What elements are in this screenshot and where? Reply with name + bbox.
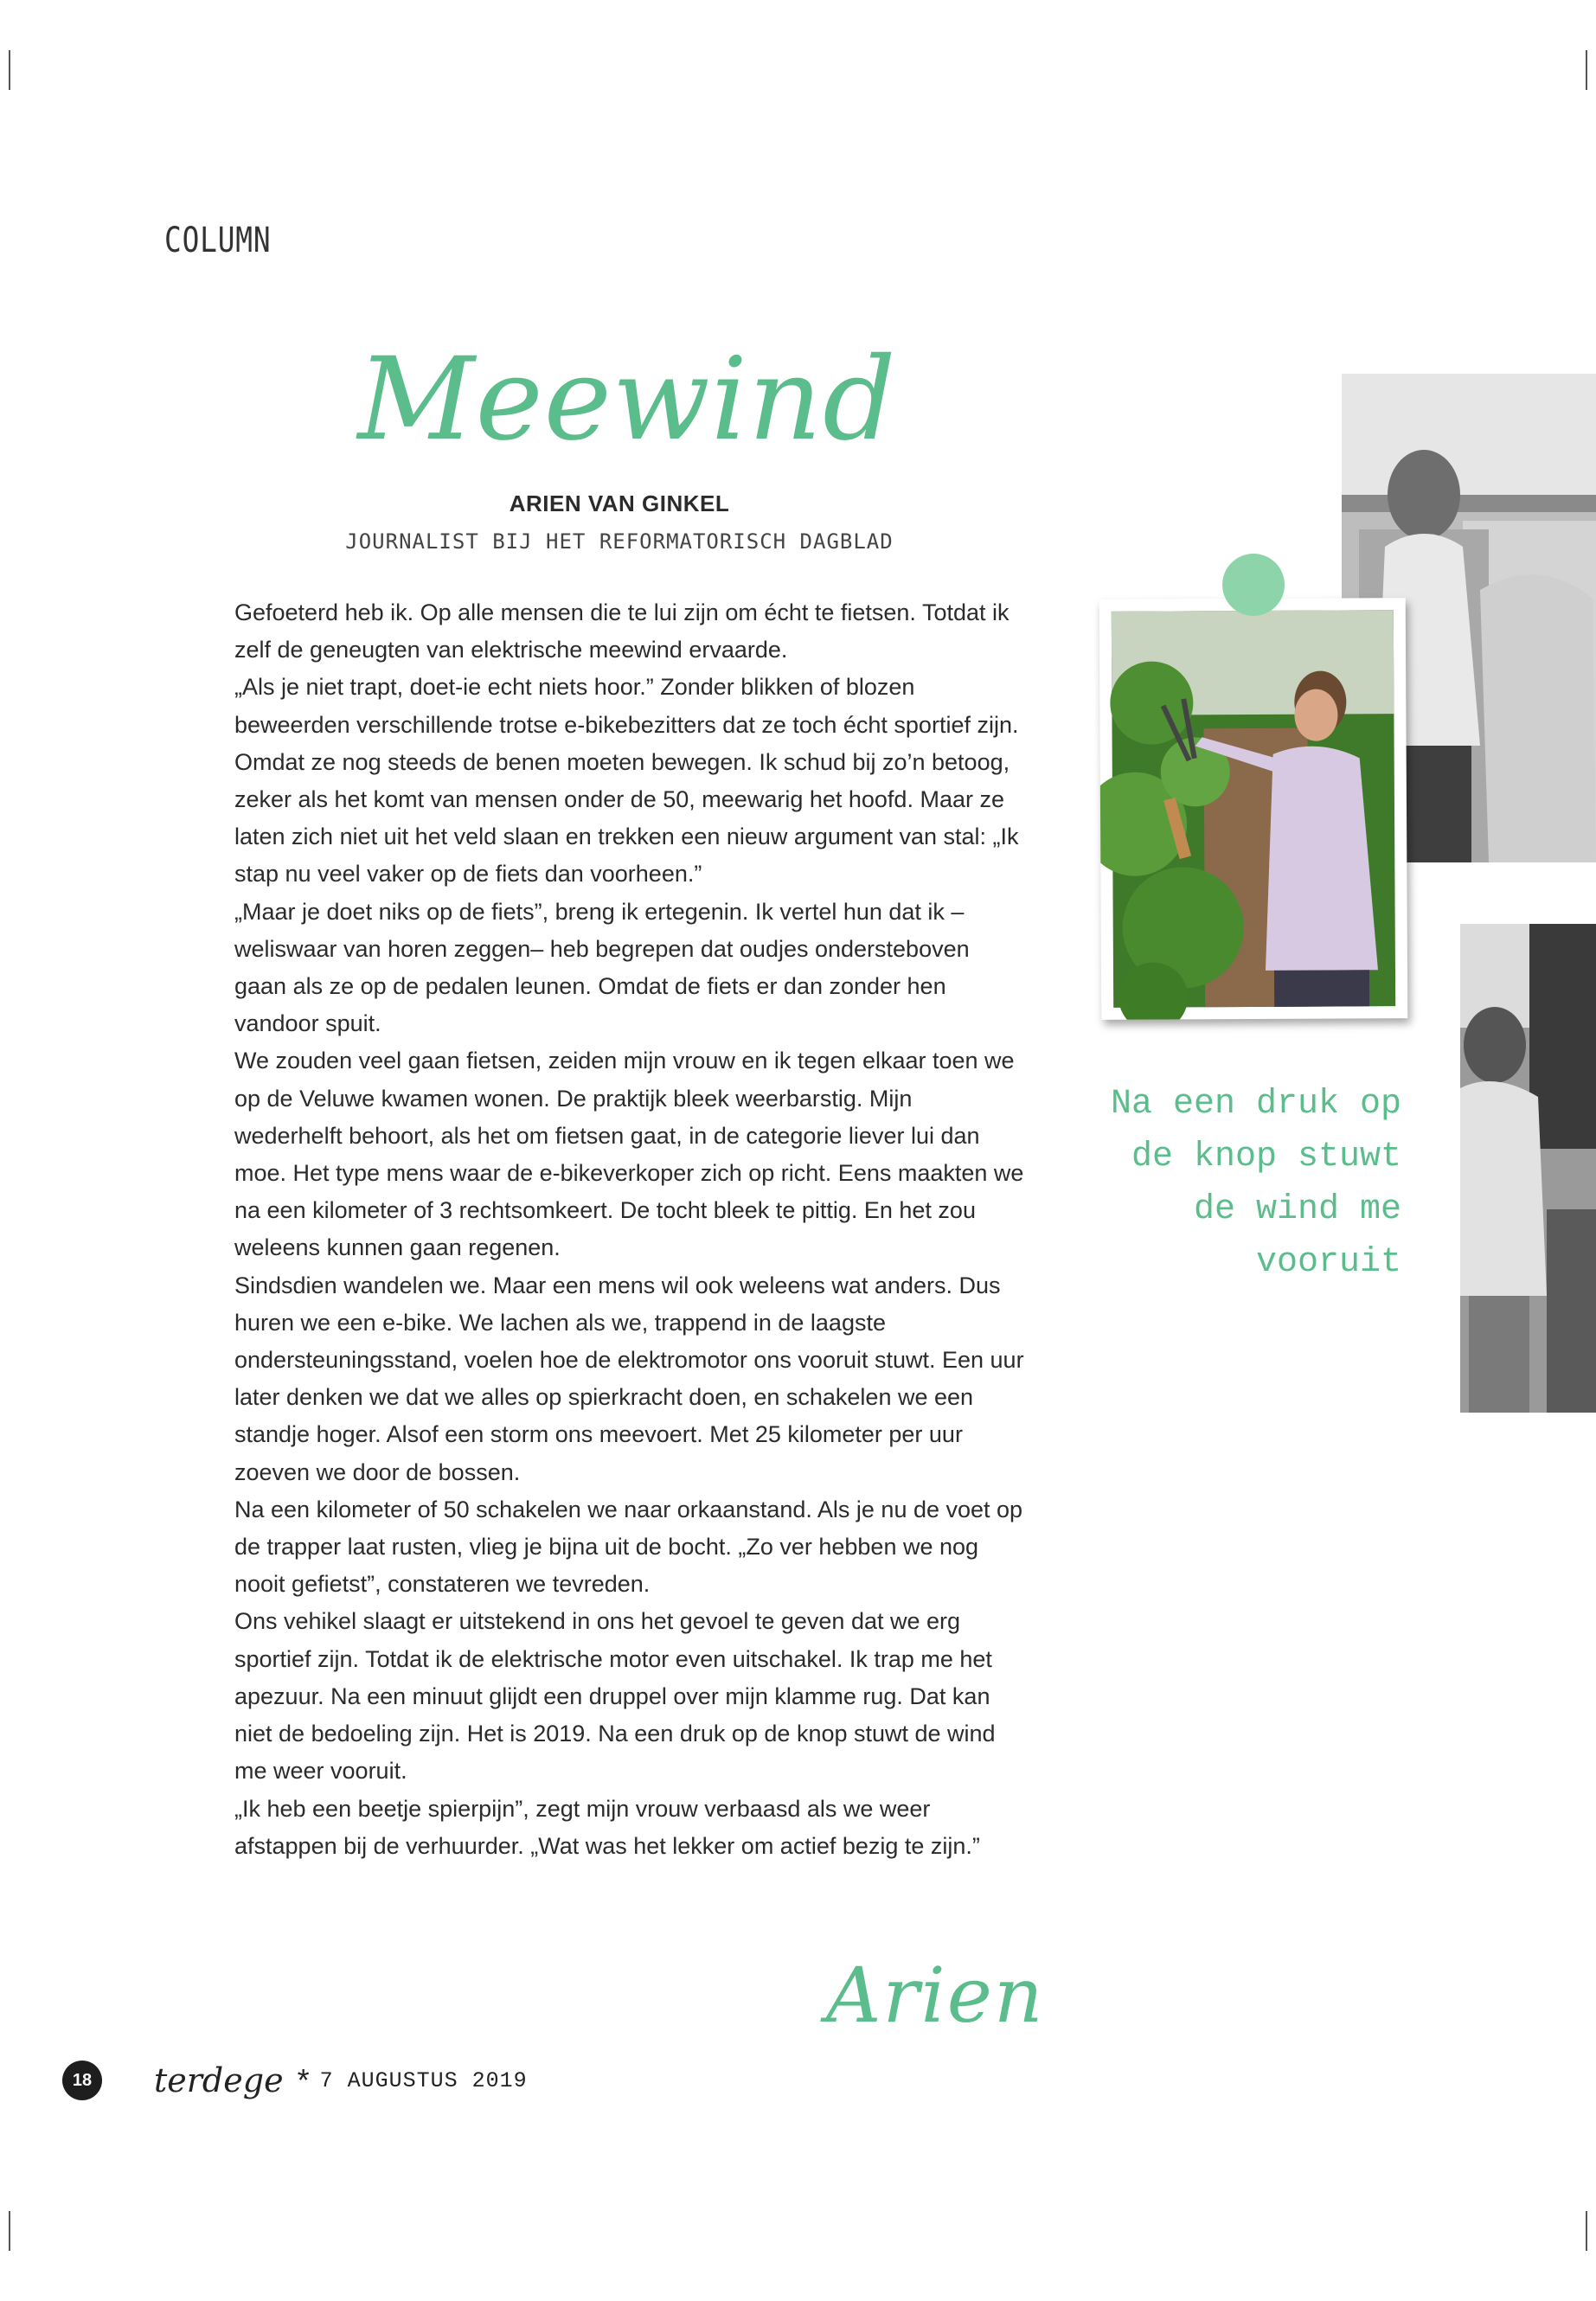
paragraph: „Maar je doet niks op de fiets”, breng ik ertegenin. Ik vertel hun dat ik –weliswaar van horen zeggen– heb begrepen dat oudjes ondersteboven gaan als ze op de pedalen leunen. Omdat de fiets er dan zonder hen vandoor spuit. [234,898,970,1037]
decorative-dot [1222,554,1285,616]
crop-mark [9,50,10,90]
pull-quote: Na een druk op de knop stuwt de wind me vooruit [1110,1085,1401,1282]
paragraph: We zouden veel gaan fietsen, zeiden mijn vrouw en ik tegen elkaar toen we op de Veluwe kwamen wonen. De praktijk bleek weerbarstig. Mijn wederhelft behoort, als het om fietsen gaat, in de categorie liever lui dan moe. Het type mens waar de e-bikeverkoper zich op richt. Eens maakten we na een kilometer of 3 rechtsomkeert. De tocht bleek te pittig. En het zou weleens kunnen gaan regenen. [234,1048,1024,1261]
paragraph: Sindsdien wandelen we. Maar een mens wil ook weleens wat anders. Dus huren we een e-bike. We lachen als we, trappend in de laagste ondersteuningsstand, voelen hoe de elektromotor ons vooruit stuwt. Een uur later denken we dat we alles op spierkracht doen, en schakelen we een standje hoger. Alsof een storm ons meevoert. Met 25 kilometer per uur zoeven we door de bossen. [234,1272,1024,1485]
photo-hedge-trimming [1099,598,1408,1020]
page-number: 18 [62,2061,102,2100]
paragraph: Ons vehikel slaagt er uitstekend in ons het gevoel te geven dat we erg sportief zijn. Totdat ik de elektrische motor even uitschakel. Ik trap me het apezuur. Na een minuut glijdt een druppel over mijn klamme rug. Dat kan niet de bedoeling zijn. Het is 2019. Na een druk op de knop stuwt de wind me weer vooruit. [234,1608,996,1785]
page-footer [62,2059,528,2102]
crop-mark [9,2211,10,2251]
paragraph: Gefoeterd heb ik. Op alle mensen die te lui zijn om écht te fietsen. Totdat ik zelf de geneugten van elektrische meewind ervaarde. [234,599,1010,663]
asterisk-icon: * [297,2062,310,2098]
section-label: COLUMN [164,221,272,260]
crop-mark [1586,50,1587,90]
issue-date: 7 AUGUSTUS 2019 [319,2067,528,2093]
signature: Arien [826,1951,1045,2040]
article-title: Meewind [357,333,897,466]
author-name: ARIEN VAN GINKEL [509,490,730,516]
author-role: JOURNALIST BIJ HET REFORMATORISCH DAGBLAD [345,529,894,554]
crop-mark [1586,2211,1587,2251]
photo-kitchen [1460,924,1596,1413]
paragraph: Na een kilometer of 50 schakelen we naar orkaanstand. Als je nu de voet op de trapper laat rusten, vlieg je bijna uit de bocht. „Zo ver hebben we nog nooit gefietst”, constateren we tevreden. [234,1496,1023,1598]
paragraph: „Ik heb een beetje spierpijn”, zegt mijn vrouw verbaasd als we weer afstappen bij de verhuurder. „Wat was het lekker om actief bezig te zijn.” [234,1795,980,1859]
article-body [234,594,1026,1865]
paragraph: „Als je niet trapt, doet-ie echt niets hoor.” Zonder blikken of blozen beweerden verschillende trotse e-bikebezitters dat ze toch écht sportief zijn. Omdat ze nog steeds de benen moeten bewegen. Ik schud bij zo’n betoog, zeker als het komt van mensen onder de 50, meewarig het hoofd. Maar ze laten zich niet uit het veld slaan en trekken een nieuw argument van stal: „Ik stap nu veel vaker op de fiets dan voorheen.” [234,674,1019,888]
publication-logo: terdege [154,2061,284,2099]
